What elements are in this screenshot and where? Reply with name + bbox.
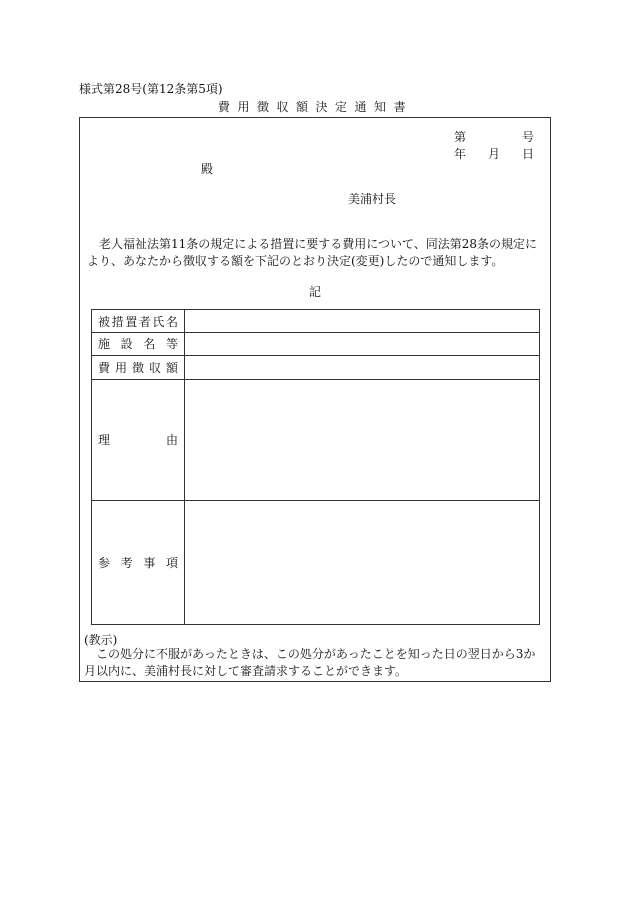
title-char: 知: [374, 100, 394, 114]
label-char: 氏: [152, 314, 165, 329]
notice-heading: (教示): [84, 633, 118, 647]
date-day: 日: [521, 147, 534, 161]
label-char: 用: [114, 360, 127, 375]
label-char: 項: [165, 556, 178, 570]
title-char: 徴: [256, 100, 277, 114]
label-char: 被: [98, 314, 111, 329]
form-number: 様式第28号(第12条第5項): [79, 82, 223, 96]
label-char: 額: [165, 360, 178, 375]
title-char: 額: [295, 100, 316, 114]
label-char: 事: [143, 556, 156, 570]
label-char: 施: [98, 337, 111, 351]
label-char: 理: [98, 433, 111, 447]
title-char: 決: [315, 100, 336, 114]
title-char: 用: [237, 100, 257, 114]
label-fee-amount: [98, 355, 178, 379]
label-char: 名: [143, 337, 156, 351]
label-char: 等: [165, 337, 178, 351]
notice-text: この処分に不服があったときは、この処分があったことを知った日の翌日から3か月以内に、美浦村長に対して審査請求することができます。: [84, 647, 536, 678]
label-char: 設: [120, 337, 133, 351]
ki-heading: 記: [308, 285, 321, 299]
issue-date: [454, 145, 534, 162]
title-char: 費: [217, 100, 238, 114]
document-number: [454, 128, 534, 145]
label-evacuee-name: [98, 310, 178, 332]
label-char: 者: [138, 314, 151, 329]
date-year: 年: [454, 147, 467, 161]
number-suffix: 号: [521, 130, 534, 144]
title-char: 書: [393, 100, 414, 114]
table-column-divider: [184, 310, 185, 624]
document-title: [79, 98, 552, 115]
title-char: 定: [335, 100, 355, 114]
label-char: 名: [165, 314, 178, 329]
label-char: 徴: [131, 360, 144, 375]
label-char: 参: [98, 556, 111, 570]
date-month: 月: [487, 147, 500, 161]
label-char: 収: [148, 360, 161, 375]
label-char: 置: [125, 314, 138, 329]
details-table: [91, 309, 540, 625]
title-char: 通: [354, 100, 375, 114]
label-reason: [98, 379, 178, 500]
issuer: 美浦村長: [348, 192, 397, 206]
label-char: 由: [165, 433, 178, 447]
label-char: 費: [98, 360, 111, 375]
body-text: 老人福祉法第11条の規定による措置に要する費用について、同法第28条の規定により、あなたから徴収する額を下記のとおり決定(変更)したので通知します。: [87, 237, 538, 268]
title-char: 収: [276, 100, 296, 114]
label-facility-name: [98, 332, 178, 355]
label-reference: [98, 500, 178, 625]
label-char: 考: [120, 556, 133, 570]
addressee: 殿: [201, 162, 214, 176]
label-char: 措: [111, 314, 124, 329]
number-prefix: 第: [454, 130, 467, 144]
